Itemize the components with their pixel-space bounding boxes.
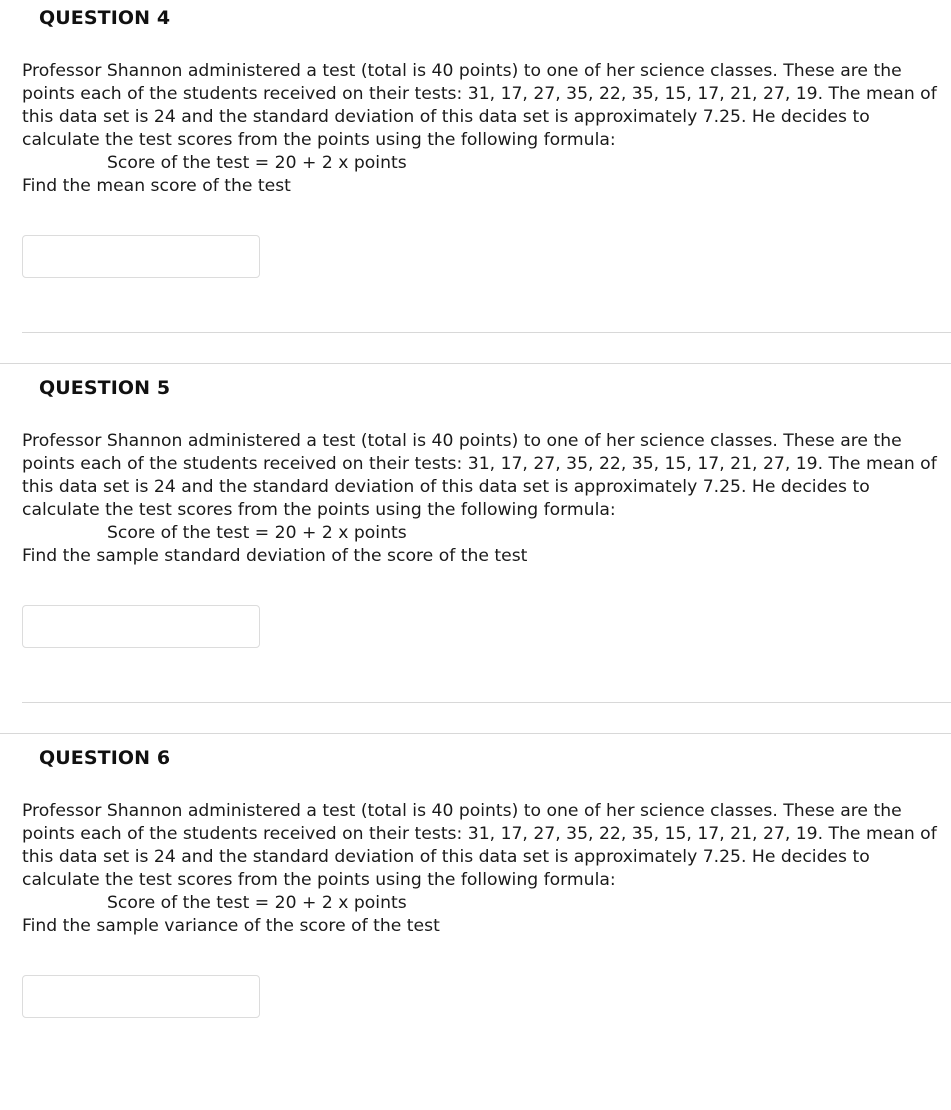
divider <box>0 733 951 734</box>
question-body <box>22 60 940 198</box>
divider <box>0 363 951 364</box>
question-formula: Score of the test = 20 + 2 x points <box>107 893 407 913</box>
question-prompt: Find the sample standard deviation of the score of the test <box>22 546 528 566</box>
question-formula: Score of the test = 20 + 2 x points <box>107 523 407 543</box>
question-title: QUESTION 4 <box>39 7 171 29</box>
divider <box>22 332 951 333</box>
question-text: Professor Shannon administered a test (total is 40 points) to one of her science classes. These are the points each of the students received on their tests: 31, 17, 27, 35, 22, 35, 15, 17, 21, 27, 19. The mean of this data set is 24 and the standard deviation of this data set is approximately 7.25. He decides to calculate the test scores from the points using the following formula: <box>22 431 937 520</box>
question-6 <box>0 740 951 1110</box>
question-text: Professor Shannon administered a test (total is 40 points) to one of her science classes. These are the points each of the students received on their tests: 31, 17, 27, 35, 22, 35, 15, 17, 21, 27, 19. The mean of this data set is 24 and the standard deviation of this data set is approximately 7.25. He decides to calculate the test scores from the points using the following formula: <box>22 61 937 150</box>
divider <box>22 702 951 703</box>
question-prompt: Find the sample variance of the score of the test <box>22 916 440 936</box>
question-4 <box>0 0 951 370</box>
question-text: Professor Shannon administered a test (total is 40 points) to one of her science classes. These are the points each of the students received on their tests: 31, 17, 27, 35, 22, 35, 15, 17, 21, 27, 19. The mean of this data set is 24 and the standard deviation of this data set is approximately 7.25. He decides to calculate the test scores from the points using the following formula: <box>22 801 937 890</box>
answer-input[interactable] <box>22 235 260 278</box>
question-prompt: Find the mean score of the test <box>22 176 291 196</box>
question-formula: Score of the test = 20 + 2 x points <box>107 153 407 173</box>
question-body <box>22 430 940 568</box>
answer-input[interactable] <box>22 605 260 648</box>
question-body <box>22 800 940 938</box>
question-title: QUESTION 5 <box>39 377 171 399</box>
question-5 <box>0 370 951 740</box>
question-title: QUESTION 6 <box>39 747 171 769</box>
answer-input[interactable] <box>22 975 260 1018</box>
